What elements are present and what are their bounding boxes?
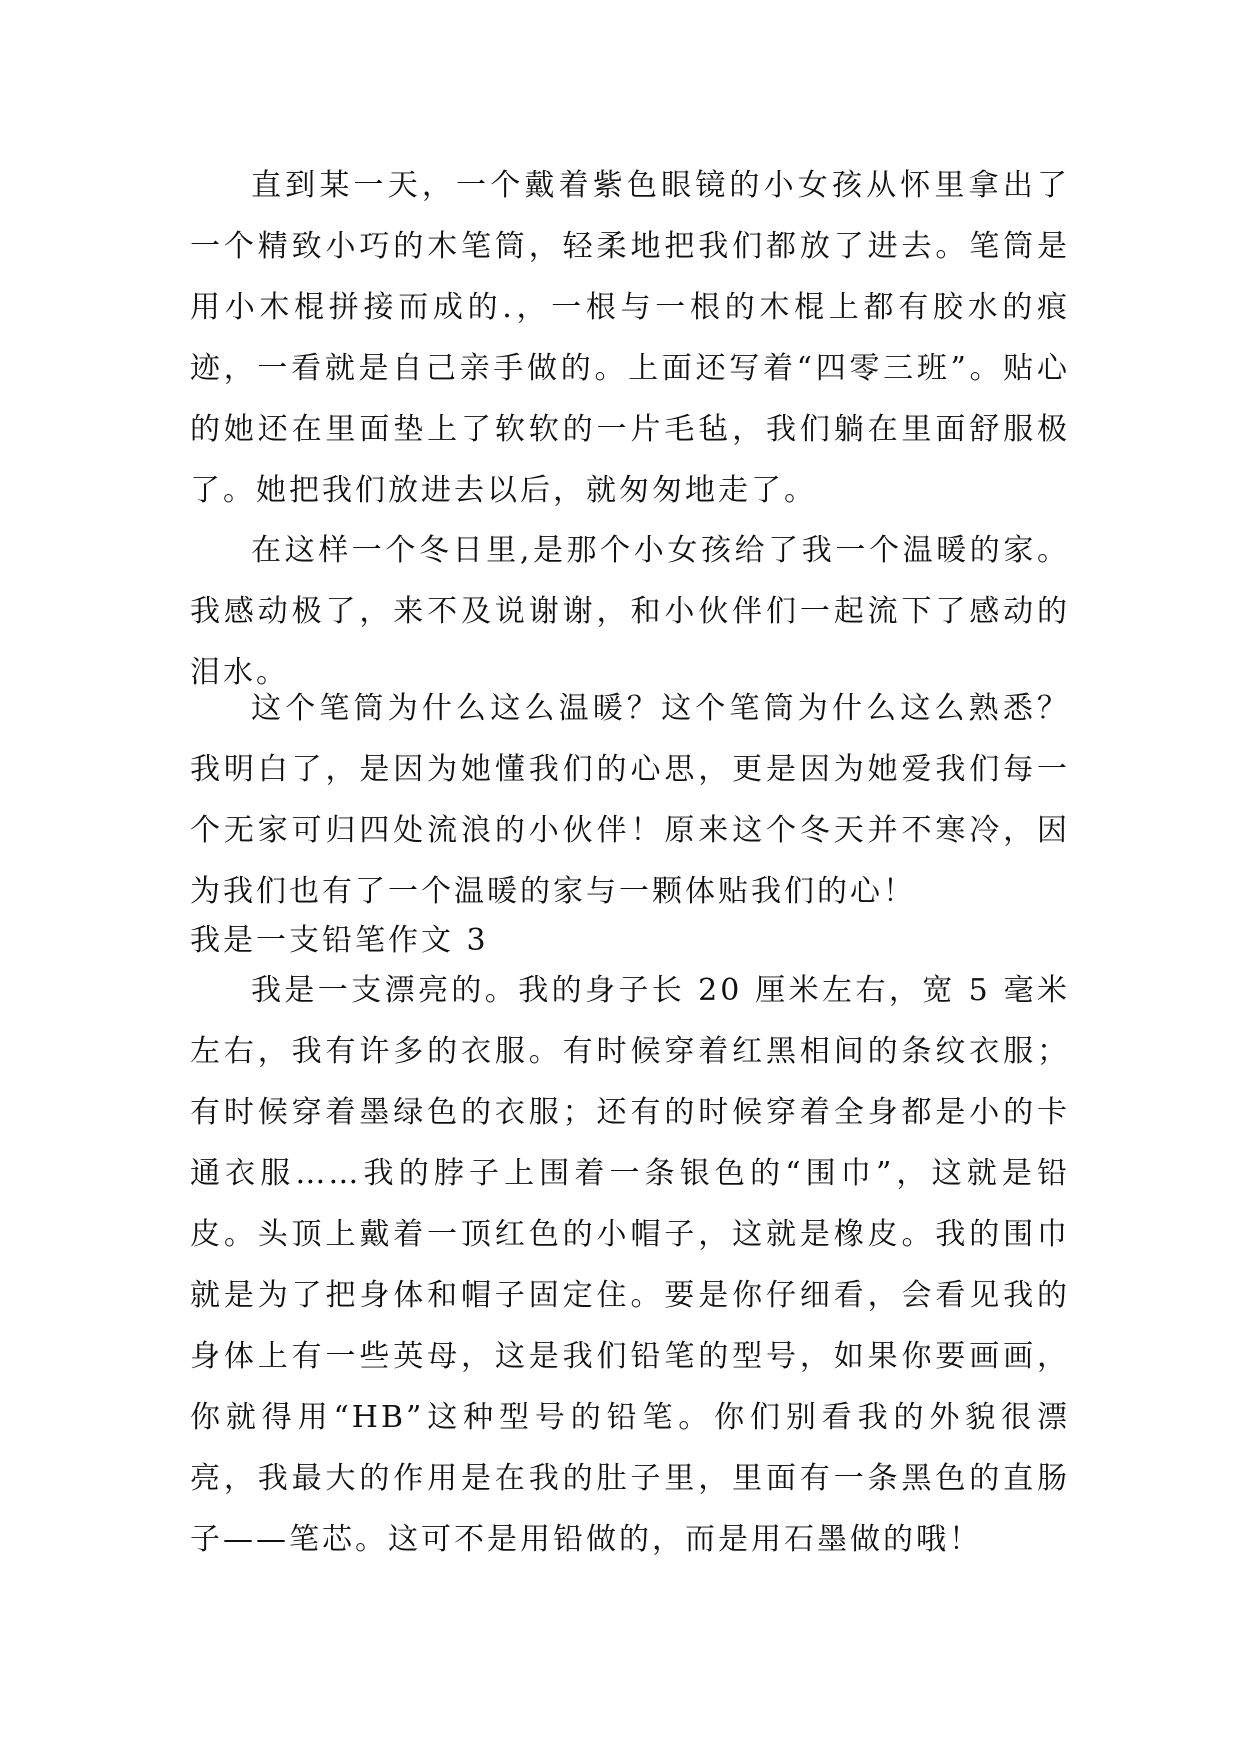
paragraph-4: 我是一支漂亮的。我的身子长 20 厘米左右，宽 5 毫米左右，我有许多的衣服。有时候穿着红黑相间的条纹衣服；有时候穿着墨绿色的衣服；还有的时候穿着全身都是小的卡通衣服……我的脖子上围着一条银色的“围巾”，这就是铅皮。头顶上戴着一顶红色的小帽子，这就是橡皮。我的围巾就是为了把身体和帽子固定住。要是你仔细看，会看见我的身体上有一些英母，这是我们铅笔的型号，如果你要画画，你就得用“HB”这种型号的铅笔。你们别看我的外貌很漂亮，我最大的作用是在我的肚子里，里面有一条黑色的直肠子——笔芯。这可不是用铅做的，而是用石墨做的哦！ — [190, 973, 1070, 1557]
paragraph-3: 这个笔筒为什么这么温暖？这个笔筒为什么这么熟悉？我明白了，是因为她懂我们的心思，更是因为她爱我们每一个无家可归四处流浪的小伙伴！原来这个冬天并不寒冷，因为我们也有了一个温暖的家与一颗体贴我们的心！ — [190, 691, 1070, 909]
section-heading: 我是一支铅笔作文 3 — [190, 923, 489, 958]
paragraph-1: 直到某一天，一个戴着紫色眼镜的小女孩从怀里拿出了一个精致小巧的木笔筒，轻柔地把我们都放了进去。笔筒是用小木棍拼接而成的.，一根与一根的木棍上都有胶水的痕迹，一看就是自己亲手做的。上面还写着“四零三班”。贴心的她还在里面垫上了软软的一片毛毡，我们躺在里面舒服极了。她把我们放进去以后，就匆匆地走了。 — [190, 168, 1070, 508]
paragraph-2: 在这样一个冬日里,是那个小女孩给了我一个温暖的家。我感动极了，来不及说谢谢，和小伙伴们一起流下了感动的泪水。 — [190, 533, 1070, 690]
